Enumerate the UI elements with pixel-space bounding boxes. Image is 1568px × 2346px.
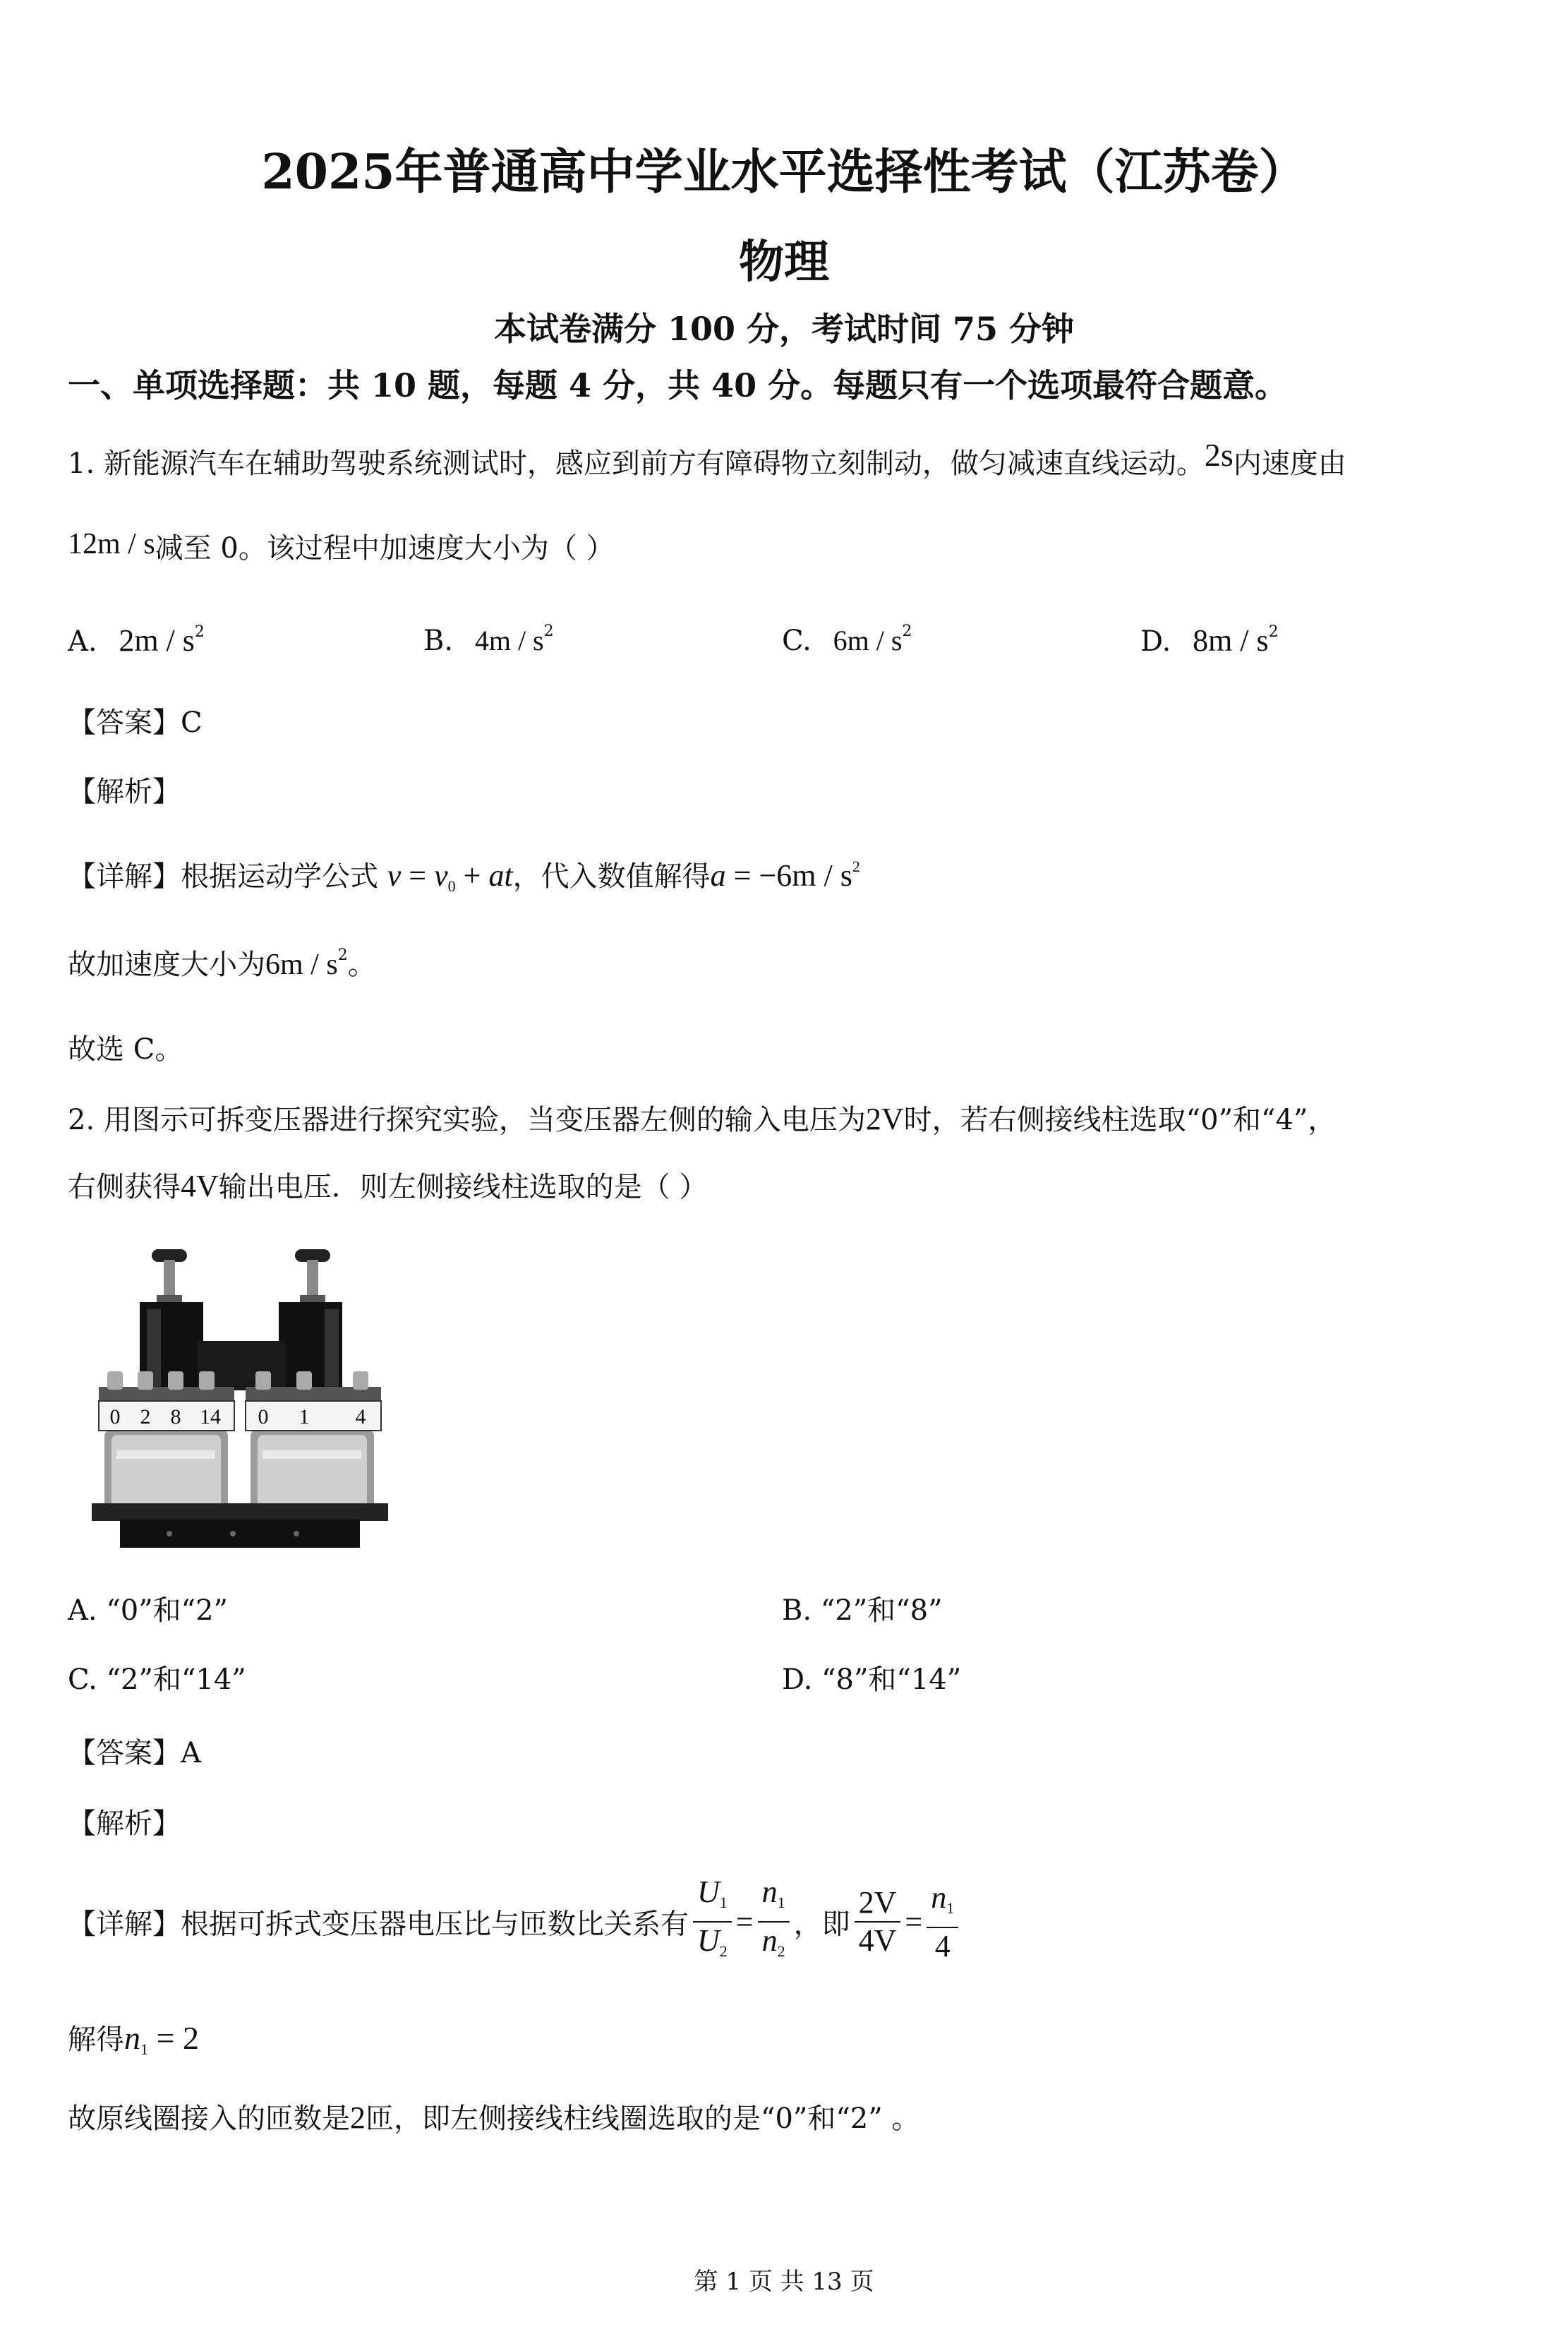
symbol-n1: n: [124, 2020, 140, 2056]
q2-analysis-label: 【解析】: [68, 1807, 181, 1840]
option-exponent: 2: [543, 622, 554, 640]
option-value: 4m / s: [474, 625, 544, 656]
right-knob-icon: [295, 1249, 330, 1305]
q2-stem-text: 2. 用图示可拆变压器进行探究实验，当变压器左侧的输入电压为: [68, 1104, 866, 1136]
symbol-eq: =: [401, 858, 435, 893]
subscript: 0: [447, 877, 456, 895]
punctuation: 。: [347, 949, 376, 981]
option-value: 6m / s: [833, 625, 903, 656]
q2-option-d[interactable]: D. “8”和“14”: [782, 1664, 962, 1696]
q1-detail: [68, 854, 860, 896]
terminal-label: 8: [170, 1405, 181, 1428]
q1-time: 2s: [1204, 437, 1234, 473]
q1-conclusion: [68, 942, 376, 982]
denominator: 4V: [858, 1923, 897, 1958]
formula-kinematics: [387, 858, 513, 893]
q2-stem-tail2: 输出电压．则左侧接线柱选取的是（ ）: [218, 1171, 708, 1203]
subscript: 2: [777, 1942, 785, 1960]
terminal-label: 4: [355, 1405, 366, 1428]
detail-mid: ，即: [793, 1908, 850, 1941]
subscript: 1: [946, 1899, 955, 1917]
q2-option-b[interactable]: B. “2”和“8”: [782, 1594, 943, 1627]
final-tail: 匝，即左侧接线柱线圈选取的是“0”和“2” 。: [366, 2103, 920, 2135]
q1-option-d[interactable]: [1140, 622, 1279, 658]
exponent: 2: [852, 858, 860, 875]
option-letter: A.: [68, 625, 97, 658]
q1-stem-tail2: 减至 0。该过程中加速度大小为（ ）: [155, 532, 615, 565]
subscript: 1: [719, 1894, 728, 1911]
q1-option-c[interactable]: [782, 622, 912, 657]
q1-answer: 【答案】C: [68, 706, 203, 739]
symbol-plus: +: [455, 858, 489, 893]
base-plate: [92, 1503, 388, 1521]
q2-stem-line1: [68, 1097, 1336, 1138]
result-value: = −6m / s: [725, 858, 852, 893]
conclusion-text: 故加速度大小为: [68, 949, 265, 981]
detail-mid: ，代入数值解得: [512, 860, 711, 893]
option-letter: C.: [782, 625, 812, 657]
q1-choose: 故选 C。: [68, 1033, 183, 1066]
equals-sign: =: [905, 1904, 923, 1939]
symbol-n1: n: [931, 1879, 947, 1915]
option-exponent: 2: [902, 622, 912, 640]
fraction-values: [855, 1884, 901, 1959]
equals-sign: =: [735, 1904, 754, 1939]
q1-stem-line2: [68, 526, 615, 566]
denominator: 4: [934, 1928, 951, 1963]
q2-stem-text2: 右侧获得: [68, 1171, 181, 1203]
q2-option-c[interactable]: C. “2”和“14”: [68, 1664, 246, 1696]
terminal-label: 0: [258, 1405, 269, 1428]
numerator: 2V: [855, 1884, 901, 1923]
exam-meta: 本试卷满分 100 分，考试时间 75 分钟: [493, 310, 1075, 348]
formula-result: [711, 858, 860, 893]
page-footer: 第 1 页 共 13 页: [694, 2268, 874, 2296]
q1-stem-text: 1. 新能源汽车在辅助驾驶系统测试时，感应到前方有障碍物立刻制动，做匀减速直线运动。: [68, 447, 1205, 480]
detail-text: 【详解】根据运动学公式: [68, 860, 378, 893]
solve-value: = 2: [148, 2020, 199, 2056]
q2-final: [68, 2096, 919, 2136]
q1-stem-line1: [68, 437, 1346, 481]
subscript: 1: [140, 2040, 148, 2058]
final-text: 故原线圈接入的匝数是: [68, 2103, 350, 2135]
symbol-n1: n: [761, 1875, 778, 1909]
terminal-label: 0: [109, 1405, 121, 1428]
q2-answer: 【答案】A: [68, 1737, 201, 1769]
left-knob-icon: [152, 1249, 187, 1305]
q2-option-a[interactable]: A. “0”和“2”: [68, 1594, 229, 1627]
final-number: 2: [350, 2100, 366, 2135]
subscript: 2: [719, 1942, 728, 1960]
q2-solve: [68, 2017, 199, 2059]
q1-stem-tail: 内速度由: [1233, 447, 1346, 480]
subject-title: 物理: [739, 236, 829, 289]
symbol-at: at: [488, 858, 513, 893]
conclusion-value: 6m / s: [265, 949, 338, 981]
symbol-a: a: [710, 858, 726, 893]
q2-stem-line2: [68, 1165, 708, 1205]
q1-speed: 12m / s: [68, 528, 155, 560]
q2-stem-tail: 时，若右侧接线柱选取“0”和“4”，: [903, 1104, 1337, 1136]
option-letter: B.: [423, 625, 454, 657]
solve-text: 解得: [68, 2023, 124, 2056]
q2-output-voltage: 4V: [181, 1169, 219, 1203]
fraction-voltage: [693, 1874, 732, 1970]
symbol-u2: U: [697, 1923, 720, 1958]
subscript: 1: [777, 1894, 785, 1911]
exponent: 2: [337, 946, 348, 964]
terminal-label: 2: [140, 1405, 151, 1428]
option-value: 8m / s: [1193, 623, 1269, 658]
q1-analysis-label: 【解析】: [68, 776, 181, 808]
fraction-n1-over-4: [927, 1879, 958, 1965]
q2-detail: [68, 1874, 963, 1970]
fraction-turns: [758, 1874, 790, 1970]
symbol-u1: U: [697, 1875, 720, 1909]
detail-text: 【详解】根据可拆式变压器电压比与匝数比关系有: [68, 1908, 689, 1941]
q2-input-voltage: 2V: [865, 1102, 904, 1136]
option-value: 2m / s: [119, 623, 195, 658]
section-heading: 一、单项选择题：共 10 题，每题 4 分，共 40 分。每题只有一个选项最符合题意。: [68, 366, 1288, 404]
q1-option-b[interactable]: [423, 622, 554, 657]
symbol-n2: n: [761, 1923, 778, 1958]
symbol-v: v: [387, 858, 402, 893]
terminal-label: 1: [298, 1405, 310, 1428]
page-title: 2025年普通高中学业水平选择性考试（江苏卷）: [261, 144, 1307, 200]
q1-option-a[interactable]: [68, 622, 205, 658]
transformer-figure: [92, 1239, 395, 1549]
option-letter: D.: [1140, 625, 1171, 658]
terminal-label: 14: [200, 1405, 221, 1428]
option-exponent: 2: [194, 623, 205, 641]
symbol-v0: v: [434, 858, 448, 893]
base-stand: [120, 1520, 360, 1548]
option-exponent: 2: [1268, 623, 1279, 641]
